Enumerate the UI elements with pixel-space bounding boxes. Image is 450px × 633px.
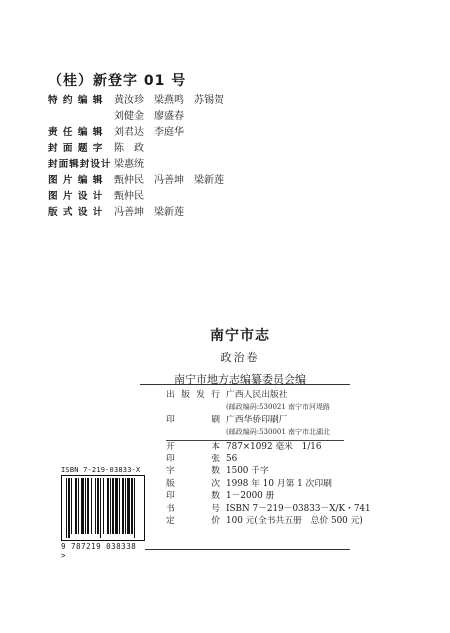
barcode-bar: [87, 478, 89, 534]
barcode-bar: [85, 478, 86, 534]
credit-names: [114, 141, 388, 157]
credit-row: [48, 141, 388, 157]
barcode-bar: [71, 478, 72, 534]
credit-row: [48, 157, 388, 173]
pub-value: 广西华侨印刷厂: [226, 414, 288, 425]
credit-names: [114, 189, 388, 205]
barcode-graphic: [61, 475, 145, 541]
pub-label: 书 号: [166, 503, 220, 514]
credit-row: [48, 173, 388, 189]
barcode-bar: [134, 478, 135, 538]
barcode-bar: [97, 478, 99, 534]
pub-label: 印 刷: [166, 414, 220, 425]
credit-role: 图 片 设 计: [48, 191, 104, 202]
book-author: 南宁市地方志编纂委员会编: [174, 373, 306, 386]
credit-name: 冯善坤: [154, 175, 184, 186]
barcode-bar: [81, 478, 84, 534]
pub-row-publisher: [166, 389, 366, 401]
pub-value: 56: [226, 453, 238, 464]
pub-label: 出版发行: [166, 390, 220, 400]
pub-value: 广西人民出版社: [226, 390, 288, 400]
pub-label: 定 价: [166, 515, 220, 526]
registration-number: （桂）新登字 01 号: [48, 73, 187, 89]
credit-names: [114, 109, 388, 125]
pub-label: 字 数: [166, 466, 220, 477]
pub-row-printer: [166, 414, 366, 426]
barcode-bar: [66, 478, 67, 538]
pub-row-sheets: [166, 453, 366, 465]
barcode-bar: [100, 478, 101, 538]
pub-note: (邮政编码:530001 南宁市北湖北: [226, 428, 331, 437]
barcode-isbn-caption: ISBN 7-219-03833-X: [61, 466, 141, 474]
barcode-bar: [75, 478, 77, 534]
pub-label: 开 本: [166, 441, 220, 452]
barcode-bar: [68, 478, 70, 538]
credit-role: 特 约 编 辑: [48, 95, 104, 106]
divider-bottom: [145, 549, 350, 550]
credit-role: 封面辑封设计: [48, 159, 112, 170]
barcode-bar: [125, 478, 126, 534]
pub-row-words: [166, 465, 366, 477]
book-title: 南宁市志: [210, 328, 270, 344]
pub-row-price: [166, 515, 366, 527]
credit-names: [114, 173, 388, 189]
credit-name: 刘健金: [114, 111, 144, 122]
barcode-bar: [110, 478, 111, 534]
divider-top: [140, 384, 350, 385]
credit-role: 责 任 编 辑: [48, 127, 104, 138]
credit-name: 梁新莲: [194, 175, 224, 186]
barcode-bar: [127, 478, 130, 534]
credit-row: [48, 93, 388, 109]
pub-note: (邮政编码:530021 南宁市河堤路: [226, 403, 331, 412]
barcode-digits: 9 787219 038338 >: [61, 542, 137, 560]
credit-role: 封 面 题 字: [48, 143, 104, 154]
pub-row-copies: [166, 490, 366, 502]
credit-names: [114, 157, 388, 173]
pub-value: 787×1092 毫米 1/16: [226, 441, 322, 452]
credit-name: 陈 政: [114, 143, 144, 154]
barcode-bar: [78, 478, 79, 534]
pub-label: 版 次: [166, 478, 220, 489]
barcode-bar: [95, 478, 96, 534]
barcode-block: [61, 466, 145, 560]
pub-value: 1－2000 册: [226, 491, 275, 502]
pub-row-edition: [166, 478, 366, 490]
pub-row-publisher-note: [166, 401, 366, 413]
barcode-bar: [131, 478, 133, 534]
book-info: [140, 325, 340, 387]
credits-list: [48, 93, 388, 221]
pub-value: 1998 年 10 月第 1 次印刷: [226, 478, 332, 489]
credit-name: 廖盛春: [154, 111, 184, 122]
publication-table: [166, 389, 371, 527]
credit-name: 苏锡贺: [194, 95, 224, 106]
barcode-bar: [112, 478, 114, 534]
credit-role: 图 片 编 辑: [48, 175, 104, 186]
barcode-bar: [119, 478, 120, 534]
credit-row: [48, 205, 388, 221]
credit-name: 冯善坤: [114, 207, 144, 218]
pub-row-printer-note: [166, 426, 366, 438]
credit-name: 李庭华: [154, 127, 184, 138]
barcode-bar: [91, 478, 92, 534]
barcode-bar: [103, 478, 104, 534]
pub-label: 印 数: [166, 491, 220, 502]
credit-name: 甄仲民: [114, 175, 144, 186]
pub-row-format: [166, 441, 366, 453]
credit-name: 梁新莲: [154, 207, 184, 218]
credit-name: 刘君达: [114, 127, 144, 138]
pub-value: 1500 千字: [226, 466, 269, 477]
barcode-bar: [115, 478, 118, 534]
credit-names: [114, 205, 388, 221]
credit-names: [114, 93, 388, 109]
pub-value: ISBN 7－219－03833－X/K・741: [226, 503, 371, 514]
credit-name: 黄汝珍: [114, 95, 144, 106]
credit-role: 版 式 设 计: [48, 207, 104, 218]
pub-row-isbn: [166, 503, 371, 515]
credit-row: [48, 125, 388, 141]
credit-name: 梁燕鸣: [154, 95, 184, 106]
credit-name: 梁惠统: [114, 159, 144, 170]
pub-label: 印 张: [166, 453, 220, 464]
barcode-bar: [122, 478, 124, 534]
credit-name: 甄仲民: [114, 191, 144, 202]
book-volume: 政治卷: [220, 351, 260, 364]
credit-row: [48, 189, 388, 205]
credit-row: [48, 109, 388, 125]
barcode-bars-graphic: [64, 478, 142, 538]
pub-value: 100 元(全书共五册 总价 500 元): [226, 515, 363, 526]
barcode-bar: [107, 478, 109, 534]
credit-names: [114, 125, 388, 141]
